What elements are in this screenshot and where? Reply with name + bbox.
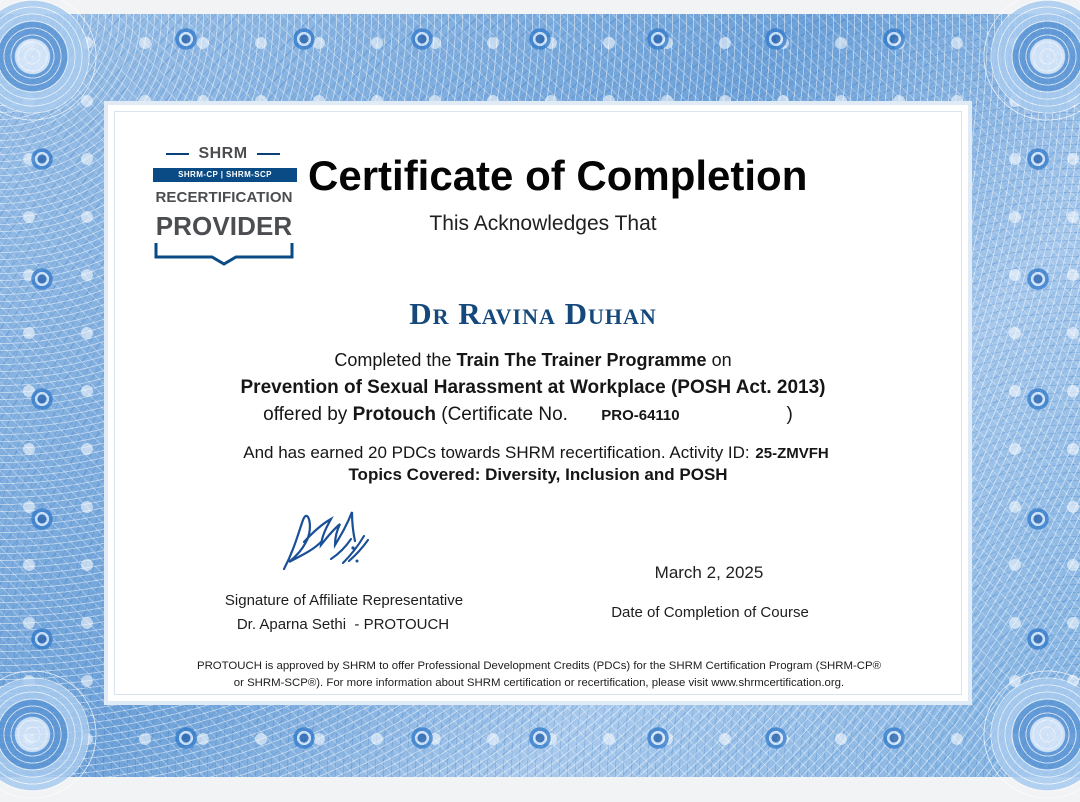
top-star-rosette-icon [881,26,907,52]
bottom-star-rosette-icon [645,725,671,751]
signature-title: Signature of Affiliate Representative [224,592,464,609]
right-star-rosette-icon [1025,626,1051,652]
footer-line-1: PROTOUCH is approved by SHRM to offer Professional Development Credits (PDCs) for the SHRM Certification Program (SHRM-CP® [196,660,882,672]
provider-line [228,403,828,428]
left-star-rosette-icon [29,506,55,532]
top-star-rosette-icon [291,26,317,52]
top-star-rosette-icon [409,26,435,52]
bottom-star-rosette-icon [881,725,907,751]
pdc-credits-line [176,442,896,465]
blue-bracket-icon [153,243,295,267]
shrm-approval-footer [144,658,934,692]
footer-line-2: or SHRM-SCP®). For more information about SHRM certification or recertification, please visit www.shrmcertification.org. [233,677,845,689]
logo-shrm-row [149,144,297,164]
offered-prefix: offered by [263,404,348,425]
bottom-right-corner-ornament-icon [980,667,1080,802]
course-name: Prevention of Sexual Harassment at Workplace (POSH Act. 2013) [240,377,826,398]
shrm-recertification-provider-logo [139,139,309,269]
provider-name: Protouch [352,404,436,425]
top-left-corner-ornament-icon [0,0,100,124]
pdc-text: And has earned 20 PDCs towards SHRM recertification. Activity ID: [243,443,750,462]
top-star-rosette-icon [645,26,671,52]
logo-designations: SHRM-CP | SHRM-SCP [153,168,297,182]
completed-programme-line [198,348,868,372]
right-star-rosette-icon [1025,266,1051,292]
bottom-left-corner-ornament-icon [0,667,100,802]
right-star-rosette-icon [1025,506,1051,532]
completed-suffix: on [711,350,732,370]
certificate-border [0,14,1080,777]
certificate-number: PRO-64110 [601,407,680,424]
handwritten-signature-icon [274,497,379,589]
bottom-star-rosette-icon [409,725,435,751]
completed-prefix: Completed the [334,350,452,370]
certificate-title: Certificate of Completion [308,152,808,199]
bottom-star-rosette-icon [291,725,317,751]
top-star-rosette-icon [527,26,553,52]
certificate-number-label: (Certificate No. [441,404,568,425]
left-star-rosette-icon [29,626,55,652]
bottom-star-rosette-icon [173,725,199,751]
topics-covered: Topics Covered: Diversity, Inclusion and POSH [348,465,728,484]
top-right-corner-ornament-icon [980,0,1080,124]
recipient-name: Dr Ravina Duhan [409,296,657,331]
left-star-rosette-icon [29,146,55,172]
acknowledgement-text: This Acknowledges That [429,212,657,235]
programme-name: Train The Trainer Programme [456,350,707,370]
completion-date: March 2, 2025 [654,563,764,582]
signature-name: Dr. Aparna Sethi - PROTOUCH [236,616,450,633]
logo-left-rule [166,153,189,155]
logo-provider-text: PROVIDER [155,211,293,241]
logo-right-rule [257,153,280,155]
top-star-rosette-icon [763,26,789,52]
right-star-rosette-icon [1025,386,1051,412]
completion-date-label: Date of Completion of Course [611,604,809,621]
right-star-rosette-icon [1025,146,1051,172]
activity-id: 25-ZMVFH [755,445,829,462]
bottom-star-rosette-icon [763,725,789,751]
certificate-number-close: ) [786,404,793,425]
logo-shrm-text: SHRM [198,145,248,162]
left-star-rosette-icon [29,266,55,292]
top-star-rosette-icon [173,26,199,52]
certificate-content-panel [104,101,972,705]
left-star-rosette-icon [29,386,55,412]
logo-recertification-text: RECERTIFICATION [155,189,293,206]
bottom-star-rosette-icon [527,725,553,751]
